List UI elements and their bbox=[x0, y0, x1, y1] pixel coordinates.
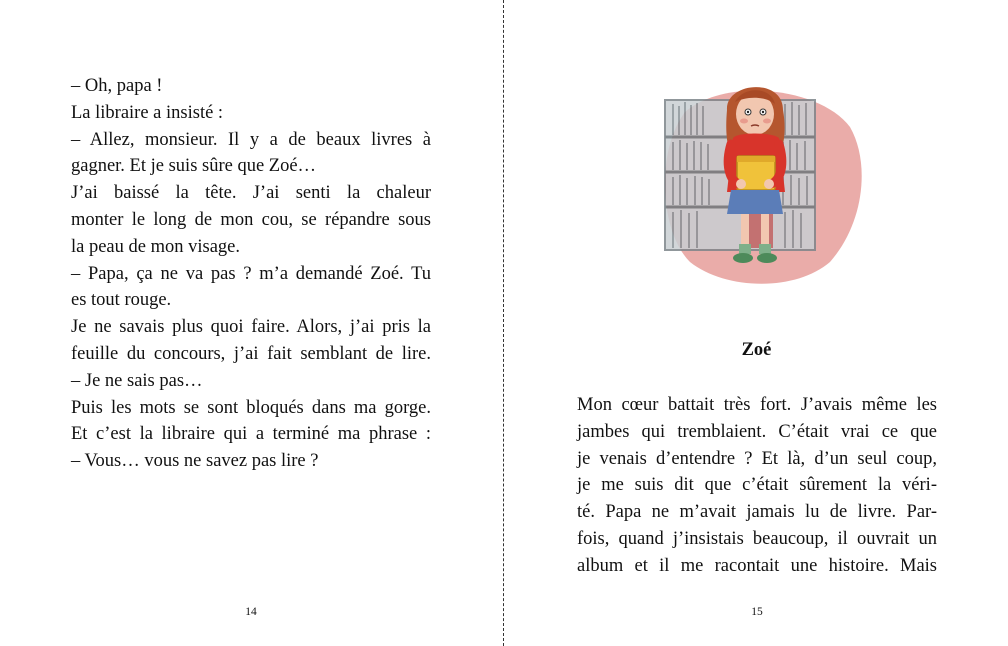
page-number: 15 bbox=[751, 606, 763, 618]
page-number: 14 bbox=[245, 606, 257, 618]
text-line: gagner. Et je suis sûre que Zoé… bbox=[71, 156, 317, 177]
right-page-text bbox=[577, 392, 937, 580]
text-line: – Oh, papa ! bbox=[71, 76, 163, 96]
text-line: es tout rouge. bbox=[71, 290, 172, 311]
text-line: – Je ne sais pas… bbox=[71, 370, 203, 391]
text-line: Je ne savais plus quoi faire. Alors, j’ai pris la bbox=[71, 317, 431, 338]
text-line: Puis les mots se sont bloqués dans ma gorge. bbox=[71, 397, 431, 418]
text-line: monter le long de mon cou, se répandre sous bbox=[71, 209, 431, 230]
girl-holding-book-illustration bbox=[655, 72, 870, 292]
text-line: – Allez, monsieur. Il y a de beaux livres à bbox=[71, 129, 431, 150]
text-line: Mon cœur battait très fort. J’avais même les bbox=[577, 395, 937, 415]
text-line: J’ai baissé la tête. J’ai senti la chaleur bbox=[71, 183, 431, 204]
text-line: La libraire a insisté : bbox=[71, 102, 224, 123]
text-line: je venais d’entendre ? Et là, d’un seul coup, bbox=[577, 448, 937, 469]
text-line: jambes qui tremblaient. C’était vrai ce que bbox=[577, 421, 937, 442]
chapter-title: Zoé bbox=[741, 340, 772, 360]
text-line: la peau de mon visage. bbox=[71, 236, 241, 257]
text-line: fois, quand j’insistais beaucoup, il ouvrait un bbox=[577, 528, 937, 549]
text-line: té. Papa ne m’avait jamais lu de livre. Par- bbox=[577, 502, 937, 523]
text-line: je me suis dit que c’était sûrement la véri- bbox=[577, 475, 937, 496]
left-page-text bbox=[71, 73, 431, 475]
skirt bbox=[727, 190, 783, 214]
text-line: album et il me racontait une histoire. Mais bbox=[577, 555, 937, 576]
right-page bbox=[505, 0, 1008, 646]
text-line: – Papa, ça ne va pas ? m’a demandé Zoé. Tu bbox=[71, 263, 431, 284]
text-line: – Vous… vous ne savez pas lire ? bbox=[71, 451, 319, 472]
text-line: Et c’est la libraire qui a terminé ma phrase : bbox=[71, 424, 431, 445]
text-line: feuille du concours, j’ai fait semblant de lire. bbox=[71, 343, 431, 364]
